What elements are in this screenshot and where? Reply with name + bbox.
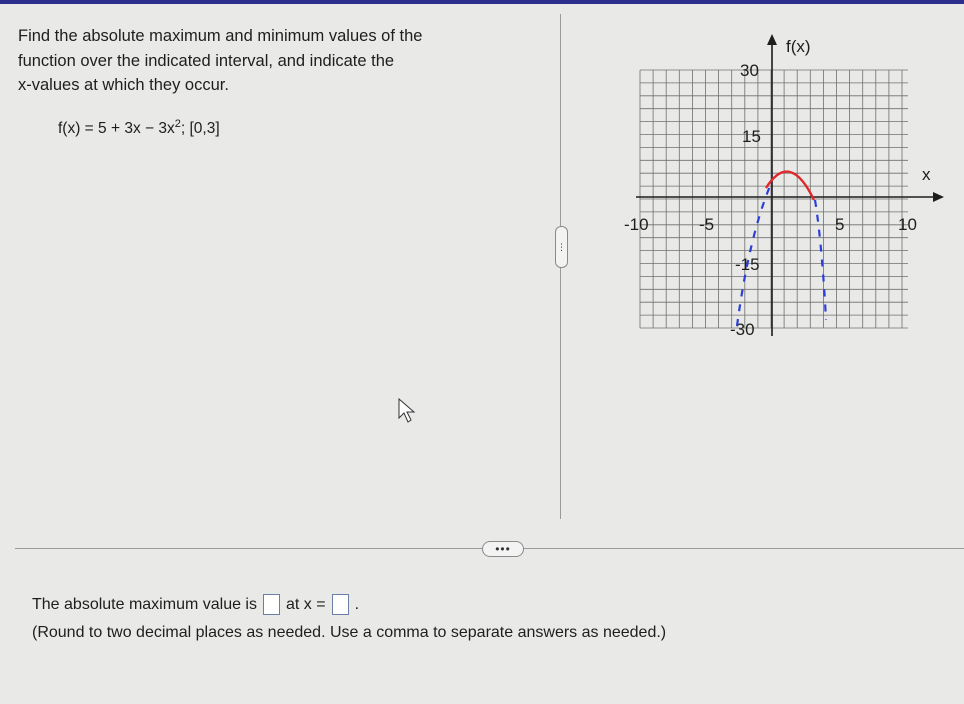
x-tick-label: 5 [835, 215, 845, 234]
function-interval: ; [0,3] [180, 120, 220, 138]
x-axis-arrow-icon [933, 192, 944, 202]
rounding-note: (Round to two decimal places as needed. Use a comma to separate answers as needed.) [32, 624, 667, 641]
prompt-line-3: x-values at which they occur. [18, 76, 229, 94]
y-tick-label: -30 [730, 320, 755, 339]
x-tick-label: -10 [624, 215, 649, 234]
x-axis-label: x [922, 165, 931, 184]
y-axis-arrow-icon [767, 34, 777, 45]
y-tick-label: 15 [742, 127, 761, 146]
y-axis-label: f(x) [786, 37, 811, 56]
prompt-line-2: function over the indicated interval, and indicate the [18, 51, 395, 70]
y-tick-label: 30 [740, 61, 759, 80]
more-options-button[interactable]: ••• [482, 541, 524, 557]
x-value-input[interactable] [332, 594, 349, 615]
prompt-line-1: Find the absolute maximum and minimum values of the [18, 27, 423, 45]
answer-suffix: . [354, 595, 360, 613]
max-value-input[interactable] [263, 594, 280, 615]
answer-line [32, 594, 359, 615]
mouse-cursor-icon [398, 398, 420, 426]
x-tick-label: -5 [699, 215, 715, 234]
x-tick-label: 10 [898, 215, 917, 234]
answer-middle: at x = [285, 595, 326, 613]
answer-prefix: The absolute maximum value is [32, 595, 257, 613]
y-tick-label: -15 [735, 255, 760, 274]
function-lhs: f(x) = 5 + 3x − 3x [58, 120, 175, 138]
grid [640, 70, 908, 328]
panel-resize-handle[interactable]: ⋮ [555, 226, 568, 268]
function-exponent: 2 [174, 118, 181, 130]
